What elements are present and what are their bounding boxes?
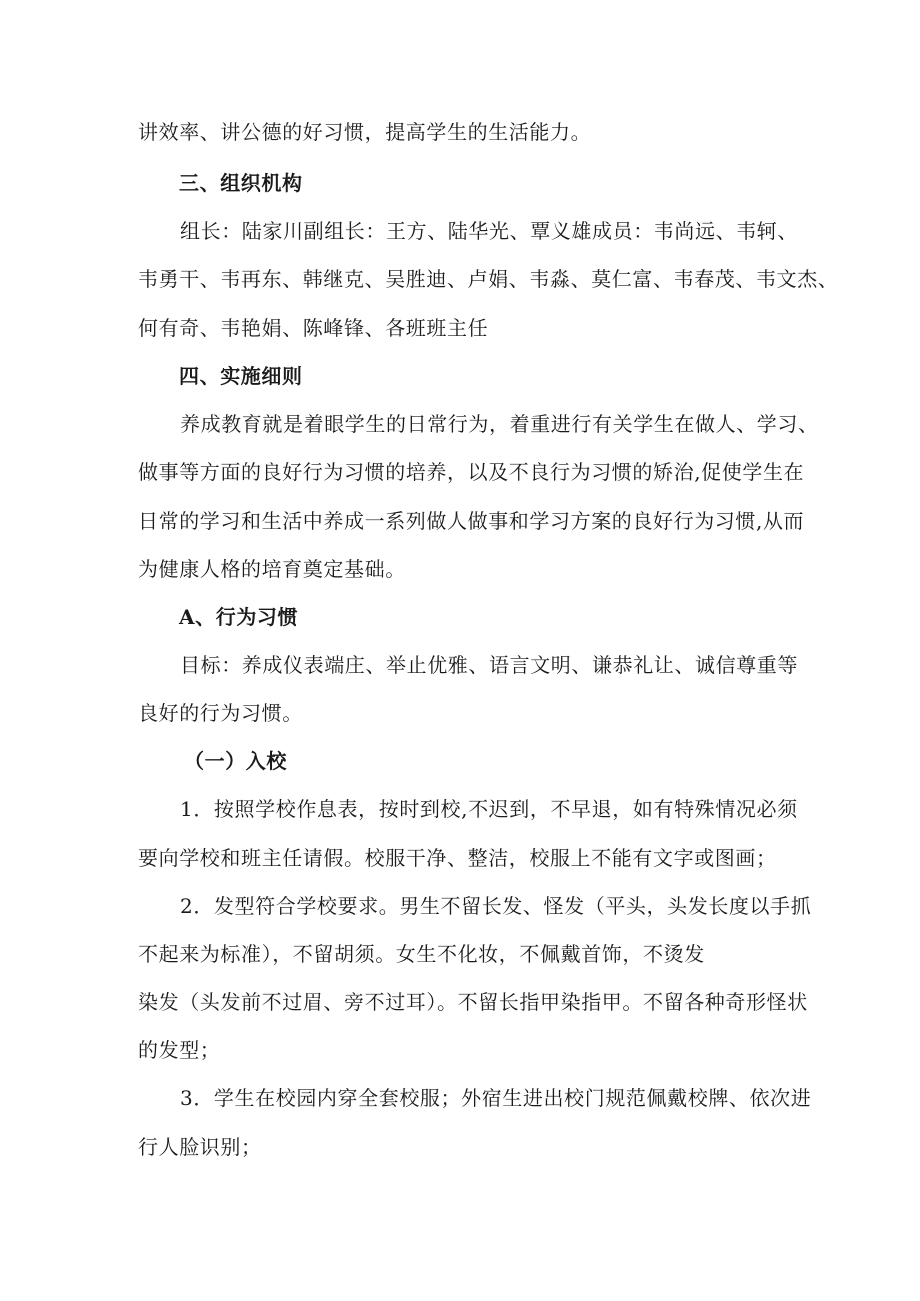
item-2-line-4: 的发型； [138,1038,221,1062]
item-2-line-1: 2．发型符合学校要求。男生不留长发、怪发（平头，头发长度以手抓 [180,894,812,918]
section-4-line-3: 日常的学习和生活中养成一系列做人做事和学习方案的良好行为习惯,从而 [138,509,805,533]
section-3-heading: 三、组织机构 [179,171,303,195]
section-4-line-2: 做事等方面的良好行为习惯的培养，以及不良行为习惯的矫治,促使学生在 [138,460,805,484]
goal-line-1: 目标：养成仪表端庄、举止优雅、语言文明、谦恭礼让、诚信尊重等 [180,653,798,677]
item-2-line-2: 不起来为标准），不留胡须。女生不化妆，不佩戴首饰，不烫发 [138,942,705,966]
section-4-line-1: 养成教育就是着眼学生的日常行为，着重进行有关学生在做人、学习、 [180,412,819,436]
item-1-line-2: 要向学校和班主任请假。校服干净、整洁，校服上不能有文字或图画； [138,846,777,870]
item-2-line-3: 染发（头发前不过眉、旁不过耳）。不留长指甲染指甲。不留各种奇形怪状 [138,990,808,1014]
subsection-1-heading: （一）入校 [184,749,287,773]
item-1-line-1: 1．按照学校作息表，按时到校,不迟到，不早退，如有特殊情况必须 [180,797,798,821]
section-4-heading: 四、实施细则 [179,364,303,388]
item-3-line-2: 行人脸识别； [138,1135,262,1159]
members-line-3: 何有奇、韦艳娟、陈峰锋、各班班主任 [138,316,489,340]
goal-line-2: 良好的行为习惯。 [138,701,303,725]
members-line-1: 组长：陆家川副组长：王方、陆华光、覃义雄成员：韦尚远、韦轲、 [180,219,798,243]
item-3-line-1: 3．学生在校园内穿全套校服；外宿生进出校门规范佩戴校牌、依次进 [180,1086,812,1110]
section-4-line-4: 为健康人格的培育奠定基础。 [138,557,406,581]
section-a-heading: A、行为习惯 [179,605,299,629]
members-line-2: 韦勇干、韦再东、韩继克、吴胜迪、卢娟、韦淼、莫仁富、韦春茂、韦文杰、 [138,267,839,291]
intro-line: 讲效率、讲公德的好习惯，提高学生的生活能力。 [138,120,592,144]
